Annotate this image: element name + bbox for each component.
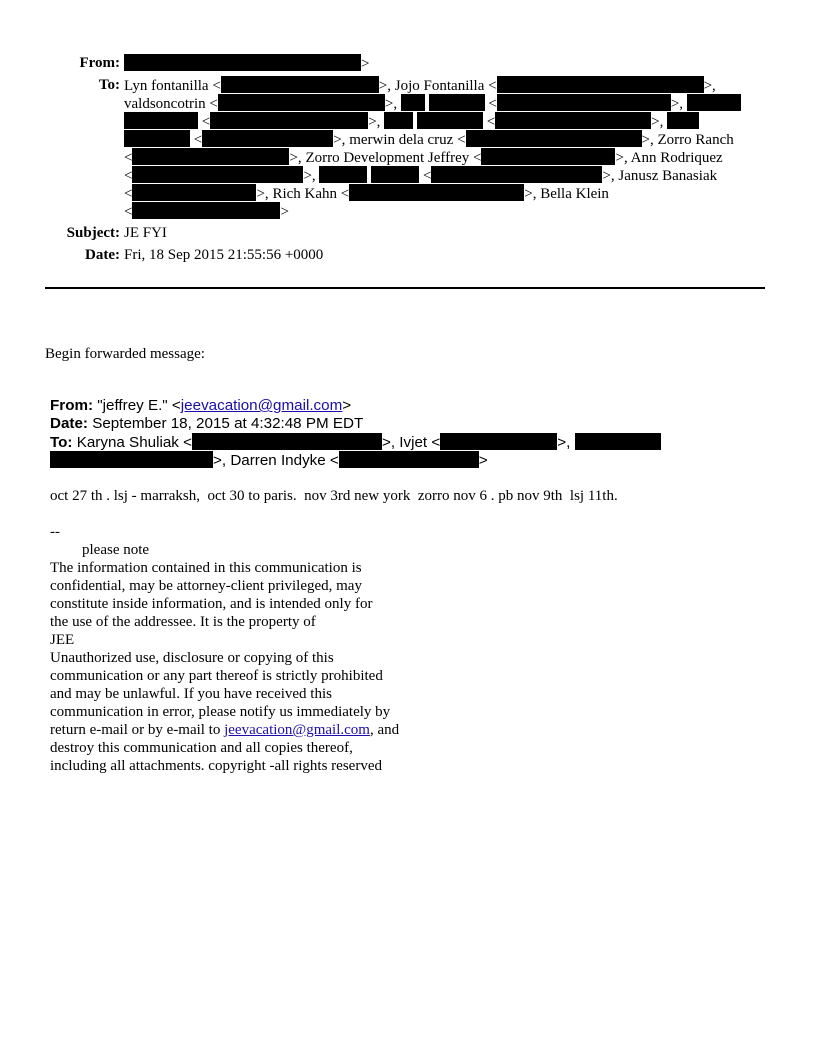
disclaimer <box>50 559 450 775</box>
from-label: From: <box>79 55 120 71</box>
recipient-name: Zorro Ranch <box>657 132 734 148</box>
recipient-name: Zorro Development Jeffrey <box>305 150 470 166</box>
message-body: oct 27 th . lsj - marraksh, oct 30 to paris. nov 3rd new york zorro nov 6 . pb nov 9th lsj 11th. <box>50 488 618 504</box>
disclaimer-text: return e-mail or by e-mail to <box>50 722 225 738</box>
redaction-block <box>319 166 367 183</box>
redaction-block <box>192 433 382 450</box>
to-line-3: < >, < >, <box>124 112 699 131</box>
redaction-block <box>431 166 602 183</box>
header-divider <box>45 287 765 289</box>
disclaimer-email-link[interactable]: jeevacation@gmail.com <box>224 722 370 738</box>
to-line-5: < >, Zorro Development Jeffrey < >, Ann Rodriquez <box>124 150 723 166</box>
redaction-block <box>687 94 741 111</box>
recipient-name: Rich Kahn <box>272 186 338 202</box>
fwd-to-line-1: To: Karyna Shuliak < >, Ivjet < >, <box>50 433 661 452</box>
recipient-name: Janusz Banasiak <box>618 168 718 184</box>
recipient-name: Bella Klein <box>540 186 609 202</box>
redaction-block <box>401 94 425 111</box>
disclaimer-line: The information contained in this communication is <box>50 560 362 576</box>
redaction-block <box>371 166 419 183</box>
redaction-block <box>132 184 256 201</box>
redaction-block <box>221 76 379 93</box>
recipient-name: merwin dela cruz <box>349 132 454 148</box>
from-value: > <box>124 54 369 73</box>
disclaimer-line: JEE <box>50 632 75 648</box>
fwd-from-line <box>50 397 351 415</box>
disclaimer-line: communication or any part thereof is strictly prohibited <box>50 668 383 684</box>
redaction-block <box>481 148 615 165</box>
recipient-name: Darren Indyke <box>230 452 326 469</box>
redaction-block <box>384 112 413 129</box>
disclaimer-line: constitute inside information, and is intended only for <box>50 596 373 612</box>
fwd-from-close: > <box>342 397 352 414</box>
redaction-block <box>218 94 385 111</box>
date-label: Date: <box>85 247 120 263</box>
recipient-name: Lyn fontanilla <box>124 78 209 94</box>
recipient-name: Ivjet <box>399 434 428 451</box>
redaction-block <box>132 148 289 165</box>
fwd-to-line-2: >, Darren Indyke < > <box>50 451 488 470</box>
recipient-name: Karyna Shuliak <box>76 434 179 451</box>
disclaimer-line: destroy this communication and all copies thereof, <box>50 740 353 756</box>
recipient-name: Ann Rodriquez <box>630 150 723 166</box>
to-label: To: <box>98 77 120 93</box>
redaction-block <box>417 112 483 129</box>
fwd-date-line <box>50 415 363 433</box>
redaction-block <box>349 184 524 201</box>
redaction-block <box>132 202 280 219</box>
redaction-block <box>124 112 198 129</box>
to-line-1: Lyn fontanilla < >, Jojo Fontanilla < >, <box>124 78 716 94</box>
disclaimer-line: communication in error, please notify us immediately by <box>50 704 391 720</box>
disclaimer-line: confidential, may be attorney-client privileged, may <box>50 578 362 594</box>
signature-separator: -- <box>50 524 60 540</box>
disclaimer-line: including all attachments. copyright -all rights reserved <box>50 758 382 774</box>
disclaimer-line: Unauthorized use, disclosure or copying of this <box>50 650 334 666</box>
fwd-date-value: September 18, 2015 at 4:32:48 PM EDT <box>92 415 364 432</box>
redaction-block <box>210 112 368 129</box>
to-line-2: valdsoncotrin < >, < >, <box>124 94 741 113</box>
to-line-8: < > <box>124 204 289 220</box>
disclaimer-email-line <box>50 721 450 739</box>
subject-value: JE FYI <box>124 225 167 241</box>
disclaimer-line: the use of the addressee. It is the property of <box>50 614 316 630</box>
fwd-from-label: From: <box>50 397 94 414</box>
redaction-block <box>497 94 671 111</box>
redaction-block <box>50 451 213 468</box>
redaction-block <box>440 433 557 450</box>
redaction-block <box>429 94 485 111</box>
fwd-from-email-link[interactable]: jeevacation@gmail.com <box>180 397 343 414</box>
date-value: Fri, 18 Sep 2015 21:55:56 +0000 <box>124 247 324 263</box>
redaction-block <box>667 112 699 129</box>
redaction-block <box>132 166 303 183</box>
redaction-block <box>466 130 642 147</box>
redaction-block <box>339 451 479 468</box>
forward-intro: Begin forwarded message: <box>45 346 205 362</box>
to-line-4: < >, merwin dela cruz < >, Zorro Ranch <box>124 130 734 149</box>
redaction-block <box>497 76 704 93</box>
recipient-name: valdsoncotrin <box>124 96 206 112</box>
redaction-block <box>202 130 333 147</box>
fwd-from-name: "jeffrey E." < <box>97 397 181 414</box>
fwd-to-label: To: <box>50 434 73 451</box>
fwd-date-label: Date: <box>50 415 88 432</box>
to-line-7: < >, Rich Kahn < >, Bella Klein <box>124 186 609 202</box>
redaction-block <box>124 54 361 71</box>
recipient-name: Jojo Fontanilla <box>394 78 485 94</box>
subject-label: Subject: <box>66 225 120 241</box>
please-note: please note <box>82 542 150 558</box>
redaction-block <box>495 112 651 129</box>
to-line-6: < >, < >, Janusz Banasiak <box>124 168 718 184</box>
redaction-block <box>575 433 661 450</box>
disclaimer-text: , and <box>369 722 400 738</box>
redaction-block <box>124 130 190 147</box>
disclaimer-line: and may be unlawful. If you have received this <box>50 686 332 702</box>
